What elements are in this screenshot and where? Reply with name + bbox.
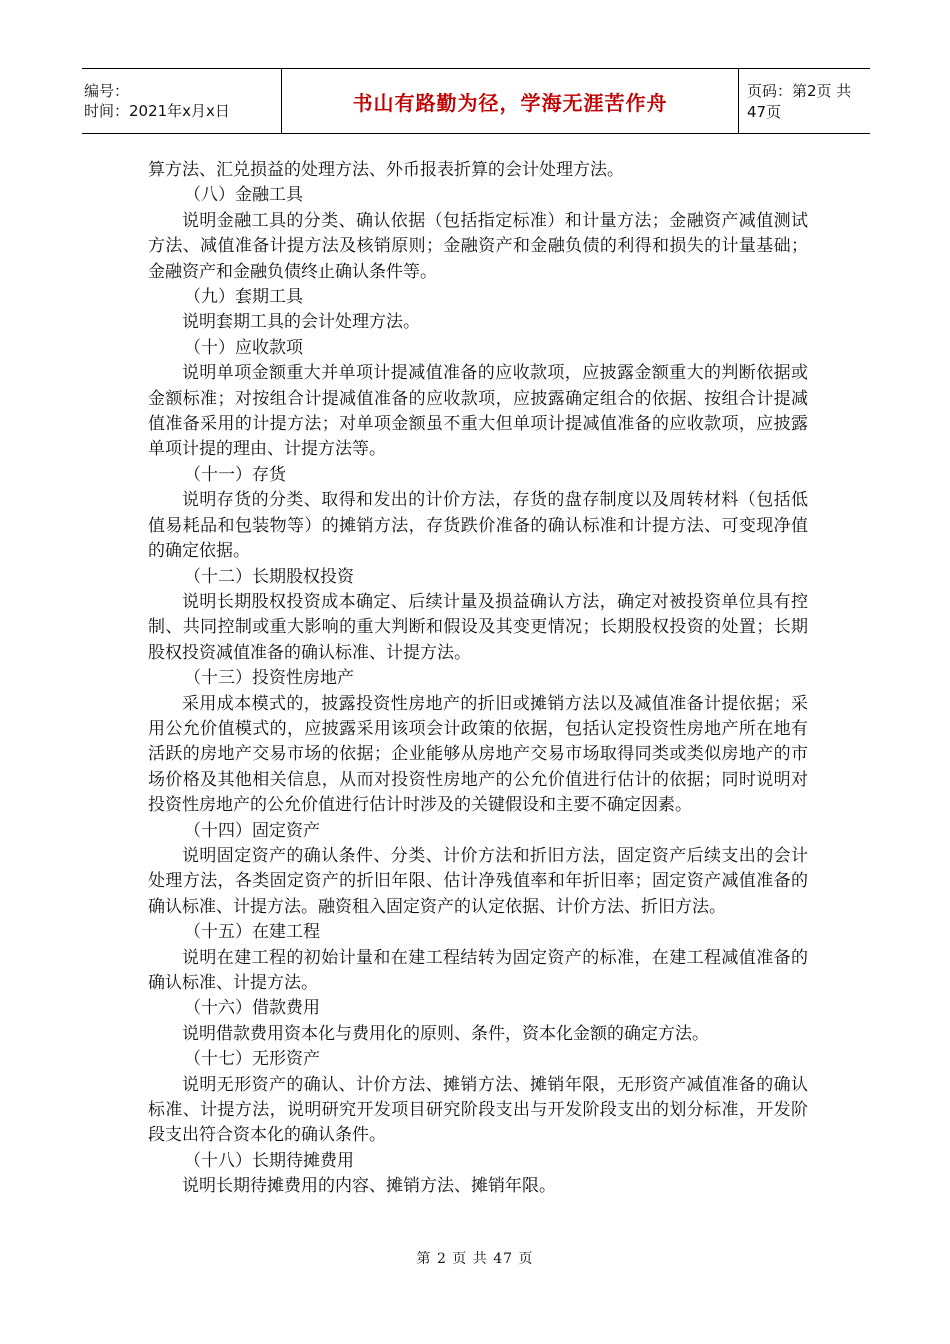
footer-page-number: 第 2 页 共 47 页 <box>416 1251 534 1267</box>
document-date-label: 时间：2021年x月x日 <box>84 102 230 120</box>
section-heading: （十）应收款项 <box>184 337 303 358</box>
body-paragraph: 说明在建工程的初始计量和在建工程结转为固定资产的标准，在建工程减值准备的确认标准、计提方法。 <box>148 947 808 993</box>
header-meta-cell <box>82 69 282 133</box>
body-paragraph: 说明单项金额重大并单项计提减值准备的应收款项，应披露金额重大的判断依据或金额标准；对按组合计提减值准备的应收款项，应披露确定组合的依据、按组合计提减值准备采用的计提方法；对单项金额虽不重大但单项计提减值准备的应收款项，应披露单项计提的理由、计提方法等。 <box>148 363 808 460</box>
section-heading: （十七）无形资产 <box>184 1049 320 1070</box>
section-heading: （九）套期工具 <box>184 287 303 308</box>
body-paragraph: 说明金融工具的分类、确认依据（包括指定标准）和计量方法；金融资产减值测试方法、减值准备计提方法及核销原则；金融资产和金融负债的利得和损失的计量基础；金融资产和金融负债终止确认条件等。 <box>148 210 808 282</box>
section-heading: （十五）在建工程 <box>184 922 320 943</box>
body-paragraph: 算方法、汇兑损益的处理方法、外币报表折算的会计处理方法。 <box>148 160 624 180</box>
document-number-label: 编号： <box>84 82 130 100</box>
body-paragraph: 说明借款费用资本化与费用化的原则、条件，资本化金额的确定方法。 <box>182 1023 709 1044</box>
header-motto-cell <box>282 69 739 133</box>
section-heading: （十一）存货 <box>184 464 286 485</box>
page-header <box>82 68 870 134</box>
body-paragraph: 说明无形资产的确认、计价方法、摊销方法、摊销年限，无形资产减值准备的确认标准、计提方法，说明研究开发项目研究阶段支出与开发阶段支出的划分标准，开发阶段支出符合资本化的确认条件。 <box>148 1074 808 1146</box>
section-heading: （十三）投资性房地产 <box>184 668 354 689</box>
header-page-info: 页码：第2页 共47页 <box>747 82 852 121</box>
page-footer <box>0 1248 950 1268</box>
header-motto: 书山有路勤为径，学海无涯苦作舟 <box>352 90 668 115</box>
body-paragraph: 说明长期待摊费用的内容、摊销方法、摊销年限。 <box>182 1176 556 1197</box>
header-page-cell <box>739 69 870 133</box>
body-paragraph: 说明固定资产的确认条件、分类、计价方法和折旧方法，固定资产后续支出的会计处理方法，各类固定资产的折旧年限、估计净残值率和年折旧率；固定资产减值准备的确认标准、计提方法。融资租入固定资产的认定依据、计价方法、折旧方法。 <box>148 845 808 917</box>
body-paragraph: 说明长期股权投资成本确定、后续计量及损益确认方法，确定对被投资单位具有控制、共同控制或重大影响的重大判断和假设及其变更情况；长期股权投资的处置；长期股权投资减值准备的确认标准、计提方法。 <box>148 591 808 663</box>
section-heading: （十四）固定资产 <box>184 820 320 841</box>
document-body <box>148 158 808 1200</box>
section-heading: （十二）长期股权投资 <box>184 566 354 587</box>
section-heading: （八）金融工具 <box>184 185 303 206</box>
section-heading: （十八）长期待摊费用 <box>184 1150 354 1171</box>
body-paragraph: 说明套期工具的会计处理方法。 <box>182 312 420 333</box>
body-paragraph: 采用成本模式的，披露投资性房地产的折旧或摊销方法以及减值准备计提依据；采用公允价值模式的，应披露采用该项会计政策的依据，包括认定投资性房地产所在地有活跃的房地产交易市场的依据；企业能够从房地产交易市场取得同类或类似房地产的市场价格及其他相关信息，从而对投资性房地产的公允价值进行估计的依据；同时说明对投资性房地产的公允价值进行估计时涉及的关键假设和主要不确定因素。 <box>148 693 808 816</box>
body-paragraph: 说明存货的分类、取得和发出的计价方法，存货的盘存制度以及周转材料（包括低值易耗品和包装物等）的摊销方法，存货跌价准备的确认标准和计提方法、可变现净值的确定依据。 <box>148 490 808 562</box>
section-heading: （十六）借款费用 <box>184 998 320 1019</box>
